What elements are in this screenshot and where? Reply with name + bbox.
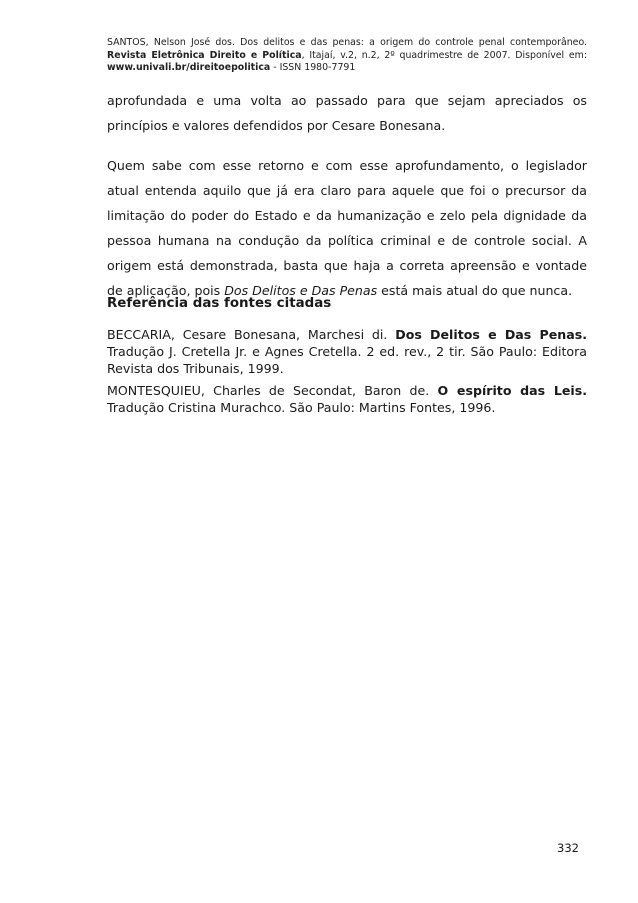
header-line-2-rest: , Itajaí, v.2, n.2, 2º quadrimestre de 2007. Disponível em: (301, 49, 587, 61)
paragraph-2 (107, 153, 587, 303)
reference-title: O espírito das Leis. (437, 383, 587, 398)
header-line-2 (107, 50, 587, 63)
page-number: 332 (557, 841, 579, 855)
paragraph-1: aprofundada e uma volta ao passado para que sejam apreciados os princípios e valores defendidos por Cesare Bonesana. (107, 93, 587, 133)
reference-author: MONTESQUIEU, Charles de Secondat, Baron de. (107, 383, 438, 398)
journal-url: www.univali.br/direitoepolitica (107, 62, 271, 73)
body-text (107, 88, 587, 303)
reference-details: Tradução J. Cretella Jr. e Agnes Cretella. 2 ed. rev., 2 tir. São Paulo: Editora Revista dos Tribunais, 1999. (107, 344, 587, 376)
reference-title: Dos Delitos e Das Penas. (395, 327, 587, 342)
references-heading: Referência das fontes citadas (107, 296, 332, 311)
issn: - ISSN 1980-7791 (270, 62, 356, 73)
journal-name: Revista Eletrônica Direito e Política (107, 49, 302, 61)
book-title-italic: Dos Delitos e Das Penas (224, 283, 378, 298)
paragraph-2-main: Quem sabe com esse retorno e com esse aprofundamento, o legislador atual entenda aquilo que já era claro para aquele que foi o precursor da limitação do poder do Estado e da humanização e zelo pela dignidade da pessoa humana na condução da política criminal e de controle social. A origem está demonstrada, basta que haja a correta apreensão e vontade de aplicação, pois (107, 158, 587, 298)
reference-item (107, 326, 587, 377)
reference-item (107, 382, 587, 416)
header-line-3 (107, 62, 587, 75)
reference-author: BECCARIA, Cesare Bonesana, Marchesi di. (107, 327, 396, 342)
citation-header (107, 37, 587, 75)
paragraph-2-end: está mais atual do que nunca. (377, 283, 573, 298)
header-line-1: SANTOS, Nelson José dos. Dos delitos e das penas: a origem do controle penal contemporâneo. (107, 37, 587, 48)
reference-details: Tradução Cristina Murachco. São Paulo: Martins Fontes, 1996. (107, 400, 496, 415)
references-list (107, 326, 587, 421)
